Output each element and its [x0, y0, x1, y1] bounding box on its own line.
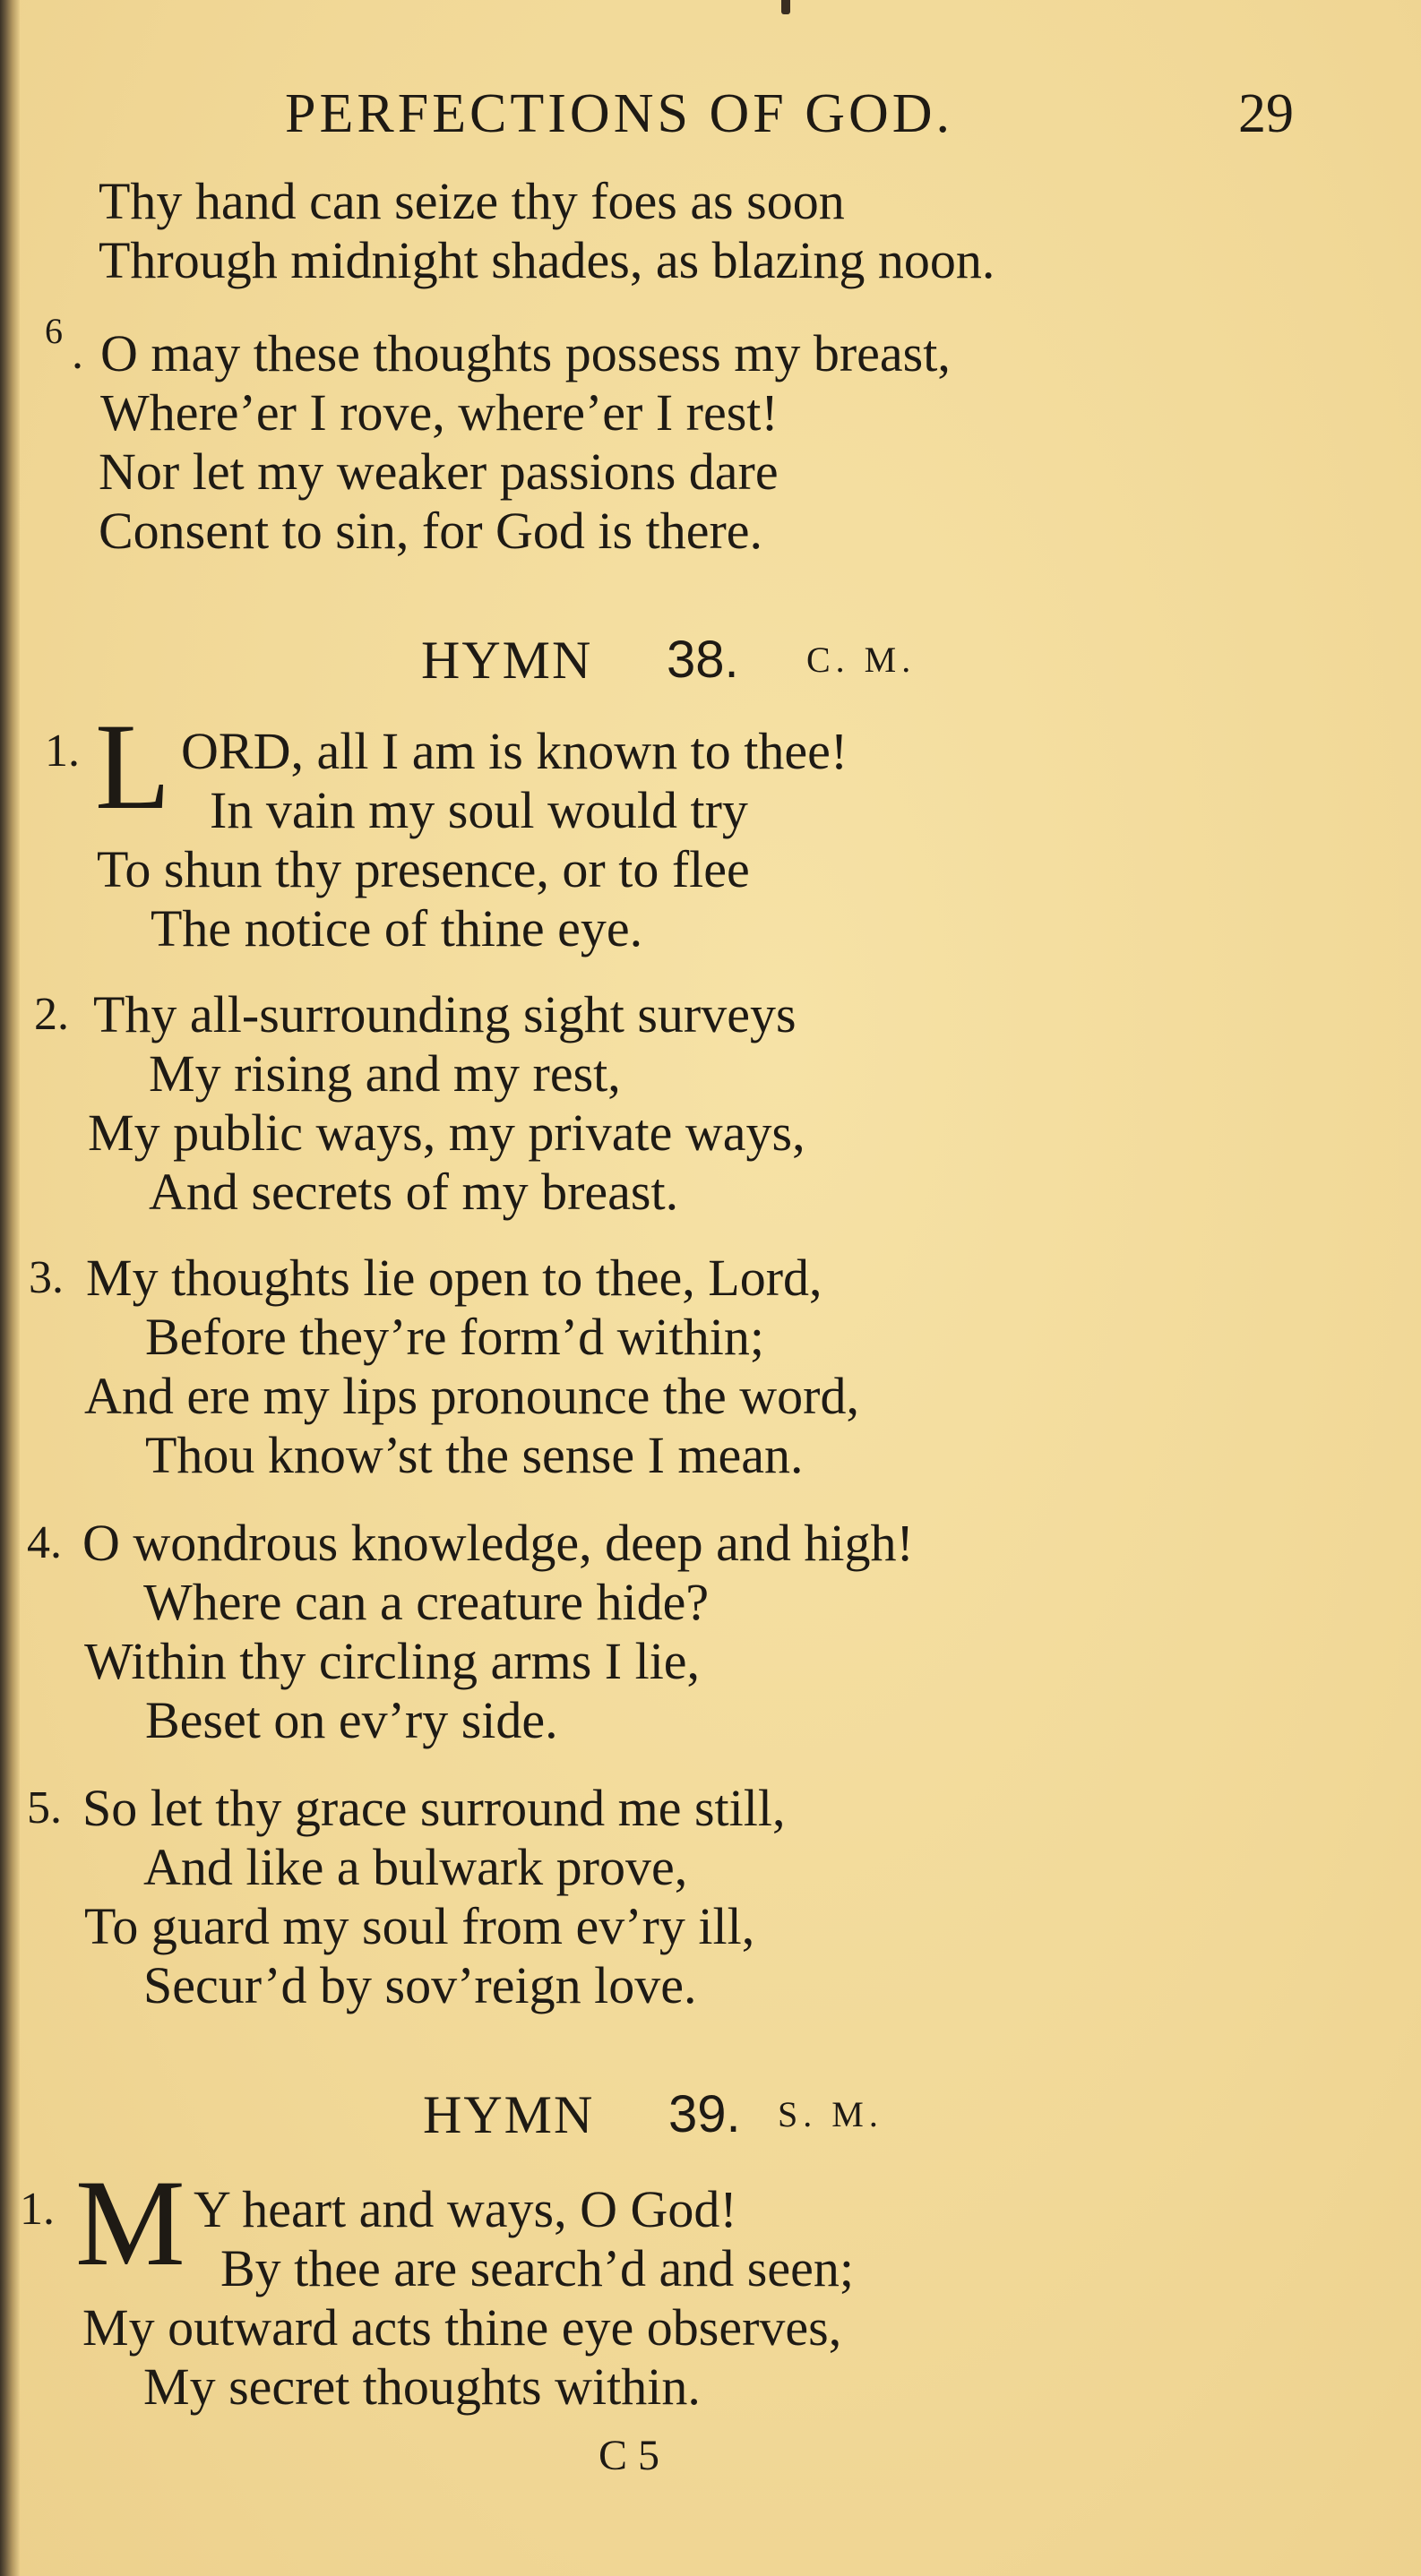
stanza-line: Thy all-surrounding sight surveys — [93, 985, 797, 1043]
stanza-line: Thou know’st the sense I mean. — [145, 1426, 804, 1484]
stanza-line: O may these thoughts possess my breast, — [100, 324, 951, 382]
stanza-line: Beset on ev’ry side. — [145, 1691, 558, 1749]
stanza-line: To guard my soul from ev’ry ill, — [84, 1897, 755, 1955]
stanza-line: ORD, all I am is known to thee! — [181, 722, 848, 780]
stanza-line: And like a bulwark prove, — [143, 1838, 688, 1896]
hymn-word: HYMN — [421, 631, 593, 690]
stanza-line: In vain my soul would try — [210, 781, 748, 839]
stanza-number: 6 — [45, 311, 63, 351]
hymn-meter: C. M. — [806, 640, 917, 680]
stanza-number: 2. — [34, 989, 69, 1040]
stanza-line: Secur’d by sov’reign love. — [143, 1956, 697, 2014]
running-head — [0, 82, 1421, 145]
stanza-line: To shun thy presence, or to flee — [97, 840, 750, 898]
stanza-line: Where can a creature hide? — [143, 1573, 710, 1631]
stanza-number: 5. — [27, 1782, 62, 1833]
drop-capital: L — [95, 698, 171, 835]
hymn-number: 38. — [667, 631, 739, 689]
stanza-line: My rising and my rest, — [149, 1044, 621, 1103]
stanza-line: My public ways, my private ways, — [88, 1103, 805, 1162]
signature-mark: C 5 — [599, 2432, 660, 2479]
stanza-line: Y heart and ways, O God! — [194, 2180, 737, 2238]
page-number: 29 — [1238, 83, 1294, 144]
stanza-line: Within thy circling arms I lie, — [84, 1632, 701, 1690]
top-ink-mark — [781, 0, 790, 14]
stanza-line: O wondrous knowledge, deep and high! — [82, 1514, 914, 1572]
stanza-number: 3. — [29, 1252, 64, 1303]
stanza-line: So let thy grace surround me still, — [82, 1779, 786, 1837]
stanza-line: Where’er I rove, where’er I rest! — [100, 383, 779, 442]
stanza-line: Nor let my weaker passions dare — [99, 442, 779, 501]
continuation-line: Through midnight shades, as blazing noon. — [99, 231, 995, 289]
stanza-number: 1. — [45, 726, 80, 777]
hymn-word: HYMN — [423, 2085, 595, 2144]
running-head-title: PERFECTIONS OF GOD. — [285, 83, 954, 144]
stanza-line: By thee are search’d and seen; — [220, 2239, 854, 2297]
stanza-number: 4. — [27, 1517, 62, 1568]
hymn-number: 39. — [668, 2085, 741, 2143]
stanza-line: My thoughts lie open to thee, Lord, — [86, 1249, 822, 1307]
drop-capital: M — [75, 2154, 185, 2291]
stanza-line: Before they’re form’d within; — [145, 1308, 764, 1366]
stanza-line: My outward acts thine eye observes, — [82, 2298, 842, 2357]
hymn-38-heading — [0, 629, 1421, 691]
stanza-number-suffix: . — [72, 328, 83, 379]
hymn-39-heading — [0, 2083, 1421, 2146]
hymn-meter: S. M. — [778, 2094, 883, 2134]
stanza-line: And secrets of my breast. — [149, 1163, 679, 1221]
stanza-number: 1. — [20, 2184, 55, 2235]
continuation-line: Thy hand can seize thy foes as soon — [99, 172, 845, 230]
page-spine-edge — [0, 0, 20, 2576]
stanza-line: And ere my lips pronounce the word, — [84, 1367, 859, 1425]
stanza-line: The notice of thine eye. — [151, 899, 643, 957]
stanza-line: My secret thoughts within. — [143, 2357, 701, 2416]
stanza-line: Consent to sin, for God is there. — [99, 502, 763, 560]
